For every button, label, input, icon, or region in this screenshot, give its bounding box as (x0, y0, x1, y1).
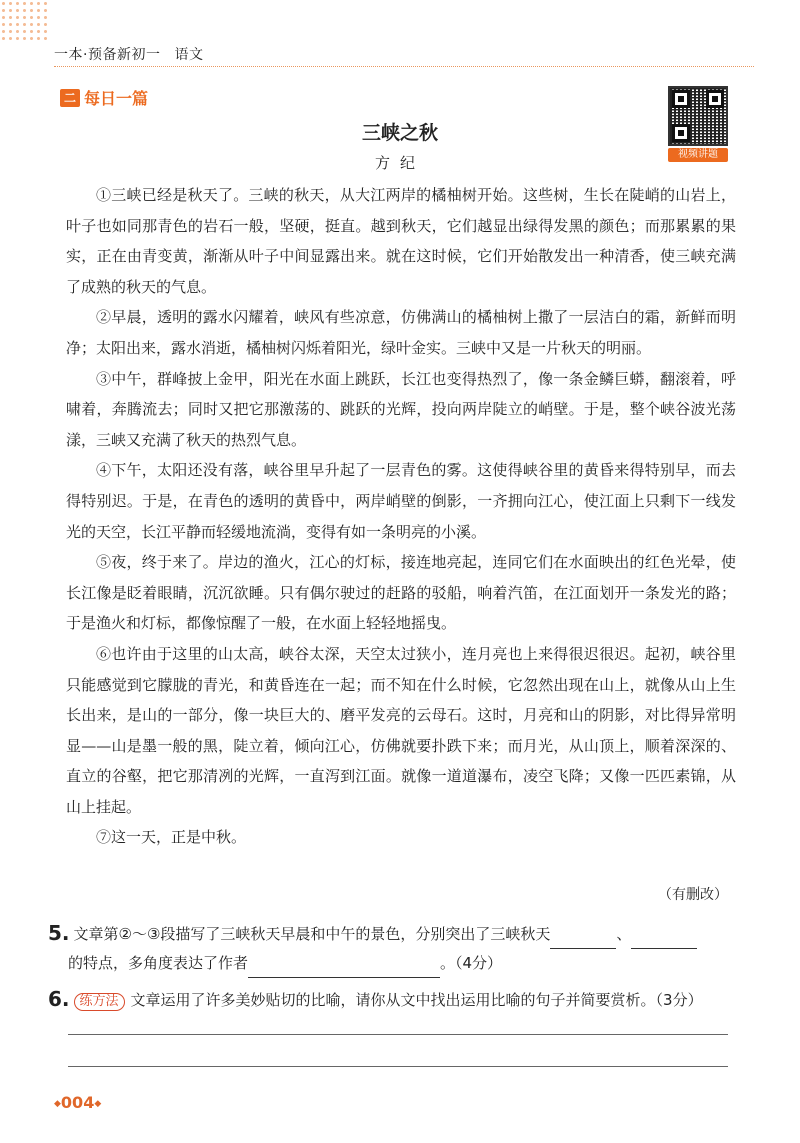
article-body (66, 180, 736, 853)
method-tag: 练方法 (74, 993, 125, 1011)
question-6-text: 文章运用了许多美妙贴切的比喻，请你从文中找出运用比喻的句子并简要赏析。（3分） (130, 991, 703, 1009)
diamond-icon: ◆ (94, 1099, 102, 1109)
paragraph-6: ⑥也许由于这里的山太高，峡谷太深，天空太过狭小，连月亮也上来得很迟很迟。起初，峡谷里只能感觉到它朦胧的青光，和黄昏连在一起；而不知在什么时候，它忽然出现在山上，就像从山上生长出来，是山的一部分，像一块巨大的、磨平发亮的云母石。这时，月亮和山的阴影，对比得异常明显——山是墨一般的黑，陡立着，倾向江心，仿佛就要扑跌下来；而月光，从山顶上，顺着深深的、直立的谷壑，把它那清冽的光辉，一直泻到江面。就像一道道瀑布，凌空飞降；又像一匹匹素锦，从山上挂起。 (66, 644, 736, 816)
paragraph-7: ⑦这一天，正是中秋。 (96, 828, 247, 847)
section-title: 每日一篇 (84, 89, 149, 108)
question-5-text-b: 的特点，多角度表达了作者 (68, 954, 249, 972)
article-title: 三峡之秋 (361, 122, 438, 144)
paragraph-5: ⑤夜，终于来了。岸边的渔火，江心的灯标，接连地亮起，连同它们在水面映出的红色光晕，使长江像是眨着眼睛，沉沉欲睡。只有偶尔驶过的赶路的驳船，响着汽笛，在江面划开一条发光的路；于是渔火和灯标，都像惊醒了一般，在水面上轻轻地摇曳。 (66, 553, 736, 633)
question-5-number: 5. (48, 921, 70, 945)
question-5-continued (68, 948, 502, 978)
header-divider (54, 66, 754, 67)
running-header (54, 44, 203, 64)
answer-line-1[interactable] (68, 1034, 728, 1035)
page-number (54, 1093, 101, 1112)
article-author: 方纪 (374, 154, 425, 172)
section-number-badge: 二 (60, 89, 80, 107)
section-heading (60, 86, 148, 109)
question-5-text-c: 。（4分） (440, 954, 503, 972)
question-5 (48, 918, 697, 949)
question-5-separator: 、 (616, 925, 632, 943)
page-number-text: 004 (60, 1093, 95, 1112)
question-5-text-a: 文章第②～③段描写了三峡秋天早晨和中午的景色，分别突出了三峡秋天 (73, 925, 551, 943)
qr-label: 视频讲题 (668, 148, 728, 162)
question-6 (48, 984, 703, 1015)
question-6-number: 6. (48, 987, 70, 1011)
diamond-icon: ◆ (54, 1099, 61, 1109)
paragraph-1: ①三峡已经是秋天了。三峡的秋天，从大江两岸的橘柚树开始。这些树，生长在陡峭的山岩上，叶子也如同那青色的岩石一般，坚硬，挺直。越到秋天，它们越显出绿得发黑的颜色；而那累累的果实，正在由青变黄，渐渐从叶子中间显露出来。就在这时候，它们开始散发出一种清香，使三峡充满了成熟的秋天的气息。 (66, 186, 736, 296)
answer-blank-2[interactable] (631, 930, 697, 949)
paragraph-2: ②早晨，透明的露水闪耀着，峡风有些凉意，仿佛满山的橘柚树上撒了一层洁白的霜，新鲜而明净；太阳出来，露水消逝，橘柚树闪烁着阳光，绿叶金实。三峡中又是一片秋天的明丽。 (66, 308, 736, 357)
paragraph-4: ④下午，太阳还没有落，峡谷里早升起了一层青色的雾。这使得峡谷里的黄昏来得特别早，而去得特别迟。于是，在青色的透明的黄昏中，两岸峭壁的倒影，一齐拥向江心，使江面上只剩下一线发光的天空，长江平静而轻缓地流淌，变得有如一条明亮的小溪。 (66, 461, 736, 541)
book-title: 一本·预备新初一 (54, 47, 161, 63)
answer-blank-1[interactable] (550, 930, 616, 949)
subject-label: 语文 (174, 47, 204, 63)
paragraph-3: ③中午，群峰披上金甲，阳光在水面上跳跃，长江也变得热烈了，像一条金鳞巨蟒，翻滚着，呼啸着，奔腾流去；同时又把它那激荡的、跳跃的光辉，投向两岸陡立的峭壁。于是，整个峡谷波光荡漾，三峡又充满了秋天的热烈气息。 (66, 369, 736, 449)
source-note: （有删改） (658, 887, 728, 903)
answer-line-2[interactable] (68, 1066, 728, 1067)
decorative-dots (0, 0, 48, 44)
answer-blank-3[interactable] (248, 959, 440, 978)
